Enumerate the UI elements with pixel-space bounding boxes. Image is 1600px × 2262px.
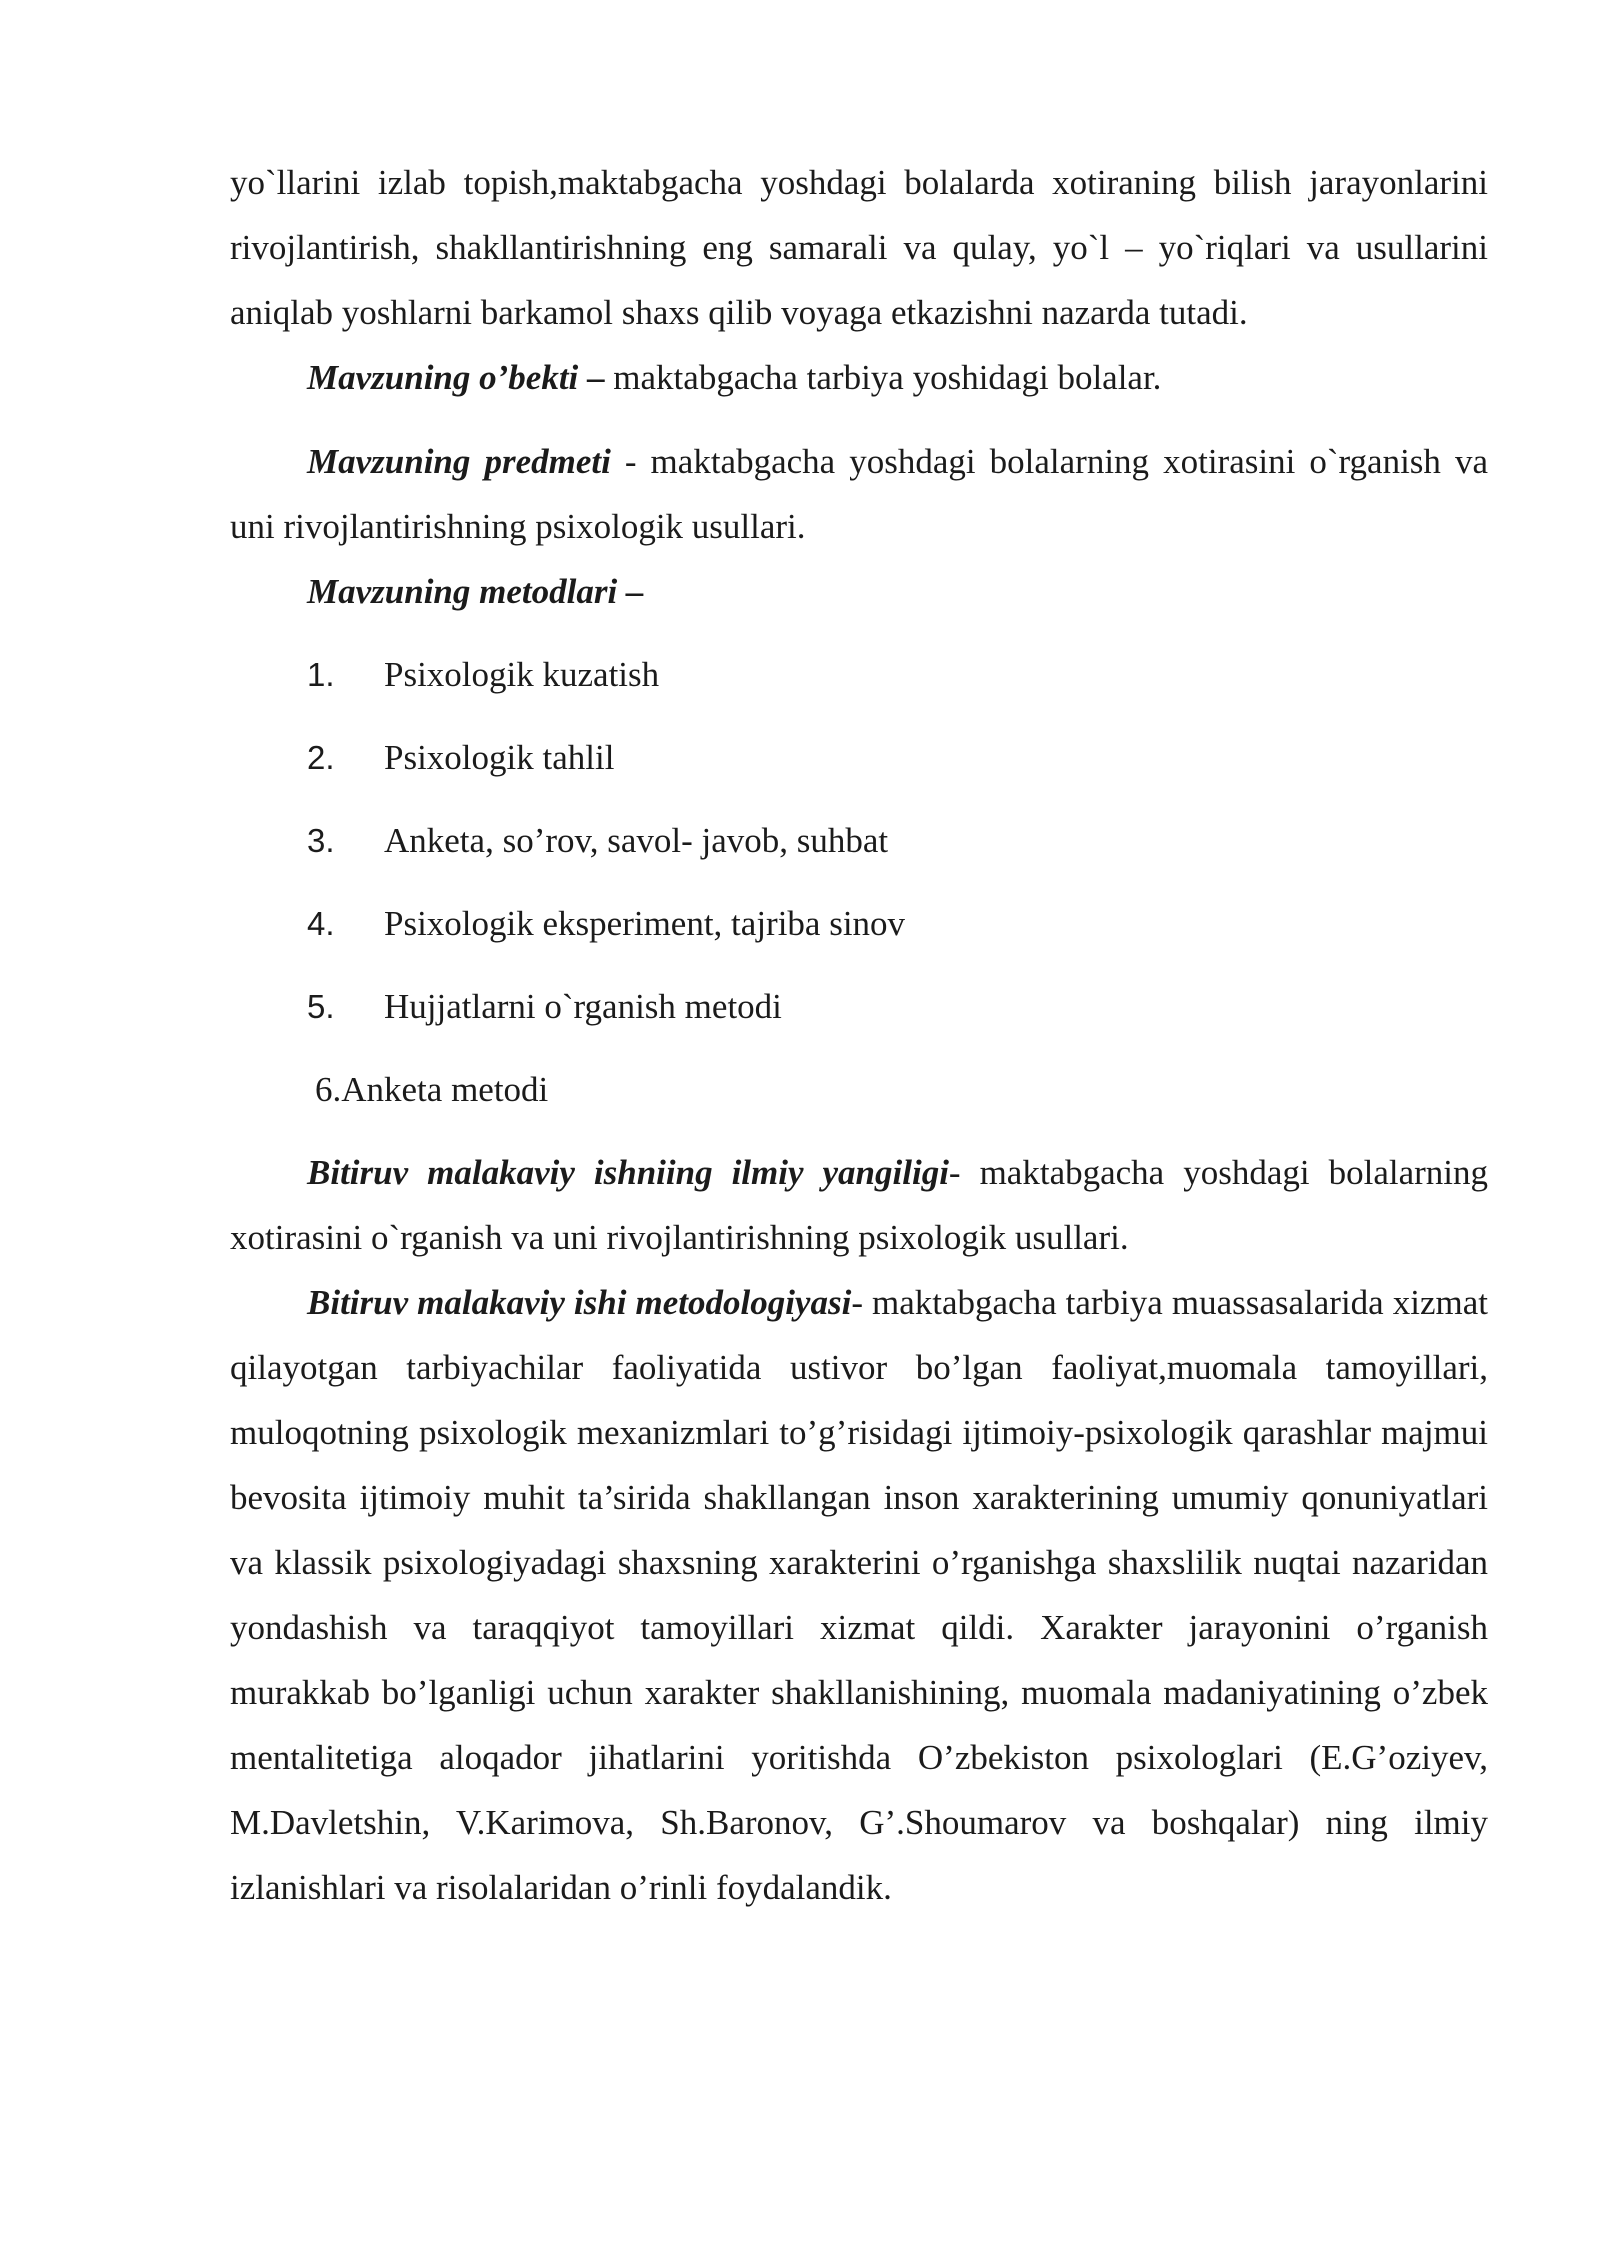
methodology-text: - maktabgacha tarbiya muassasalarida xizmat qilayotgan tarbiyachilar faoliyatida ustivor bo’lgan faoliyat,muomala tamoyillari, muloqotning psixologik mexanizmlari to’g’risidagi ijtimoiy-psixologik qarashlar majmui bevosita ijtimoiy muhit ta’sirida shakllangan inson xarakterining umumiy qonuniyatlari va klassik psixologiyadagi shaxsning xarakterini o’rganishga shaxslilik nuqtai nazaridan yondashish va taraqqiyot tamoyillari xizmat qildi. Xarakter jarayonini o’rganish murakkab bo’lganligi uchun xarakter shakllanishining, muomala madaniyatining o’zbek mentalitetiga aloqador jihatlarini yoritishda O’zbekiston psixologlari (E.G’oziyev, M.Davletshin, V.Karimova, Sh.Baronov, G’.Shoumarov va boshqalar) ning ilmiy izlanishlari va risolalaridan o’rinli foydalandik.: [230, 1283, 1488, 1907]
list-item-number: 1.: [307, 656, 335, 693]
list-item-text: Psixologik kuzatish: [384, 655, 660, 694]
list-item: [230, 974, 1488, 1039]
methodology-label: Bitiruv malakaviy ishi metodologiyasi: [307, 1283, 852, 1322]
list-item-text: Anketa, so’rov, savol- javob, suhbat: [384, 821, 889, 860]
subject-text: - maktabgacha yoshdagi bolalarning xotirasini o`rganish va uni rivojlantirishning psixologik usullari.: [230, 442, 1488, 546]
list-item-text: Hujjatlarni o`rganish metodi: [384, 987, 782, 1026]
object-paragraph: [230, 345, 1488, 410]
object-dash: –: [578, 358, 605, 397]
object-text: maktabgacha tarbiya yoshidagi bolalar.: [604, 358, 1162, 397]
novelty-label: Bitiruv malakaviy ishniing ilmiy yangiligi: [307, 1153, 949, 1192]
extra-method-item: 6.Anketa metodi: [315, 1070, 549, 1109]
list-item: [230, 891, 1488, 956]
subject-paragraph: [230, 429, 1488, 559]
methods-heading: [230, 559, 1488, 624]
list-item-text: Psixologik tahlil: [384, 738, 615, 777]
object-label: Mavzuning o’bekti: [307, 358, 579, 397]
list-item: [230, 808, 1488, 873]
methods-list: [230, 642, 1488, 1039]
subject-label: Mavzuning predmeti: [307, 442, 611, 481]
list-item-number: 5.: [307, 988, 335, 1025]
list-item-number: 3.: [307, 822, 335, 859]
novelty-text: - maktabgacha yoshdagi bolalarning xotirasini o`rganish va uni rivojlantirishning psixologik usullari.: [230, 1153, 1488, 1257]
list-item-text: Psixologik eksperiment, tajriba sinov: [384, 904, 906, 943]
methodology-paragraph: [230, 1270, 1488, 1920]
list-item: [230, 642, 1488, 707]
document-page: [230, 150, 1488, 1920]
list-item: [230, 725, 1488, 790]
list-item-number: 2.: [307, 739, 335, 776]
intro-paragraph: yo`llarini izlab topish,maktabgacha yoshdagi bolalarda xotiraning bilish jarayonlarini rivojlantirish, shakllantirishning eng samarali va qulay, yo`l – yo`riqlari va usullarini aniqlab yoshlarni barkamol shaxs qilib voyaga etkazishni nazarda tutadi.: [230, 163, 1488, 332]
list-item-number: 4.: [307, 905, 335, 942]
methods-label: Mavzuning metodlari –: [307, 572, 644, 611]
novelty-paragraph: [230, 1140, 1488, 1270]
